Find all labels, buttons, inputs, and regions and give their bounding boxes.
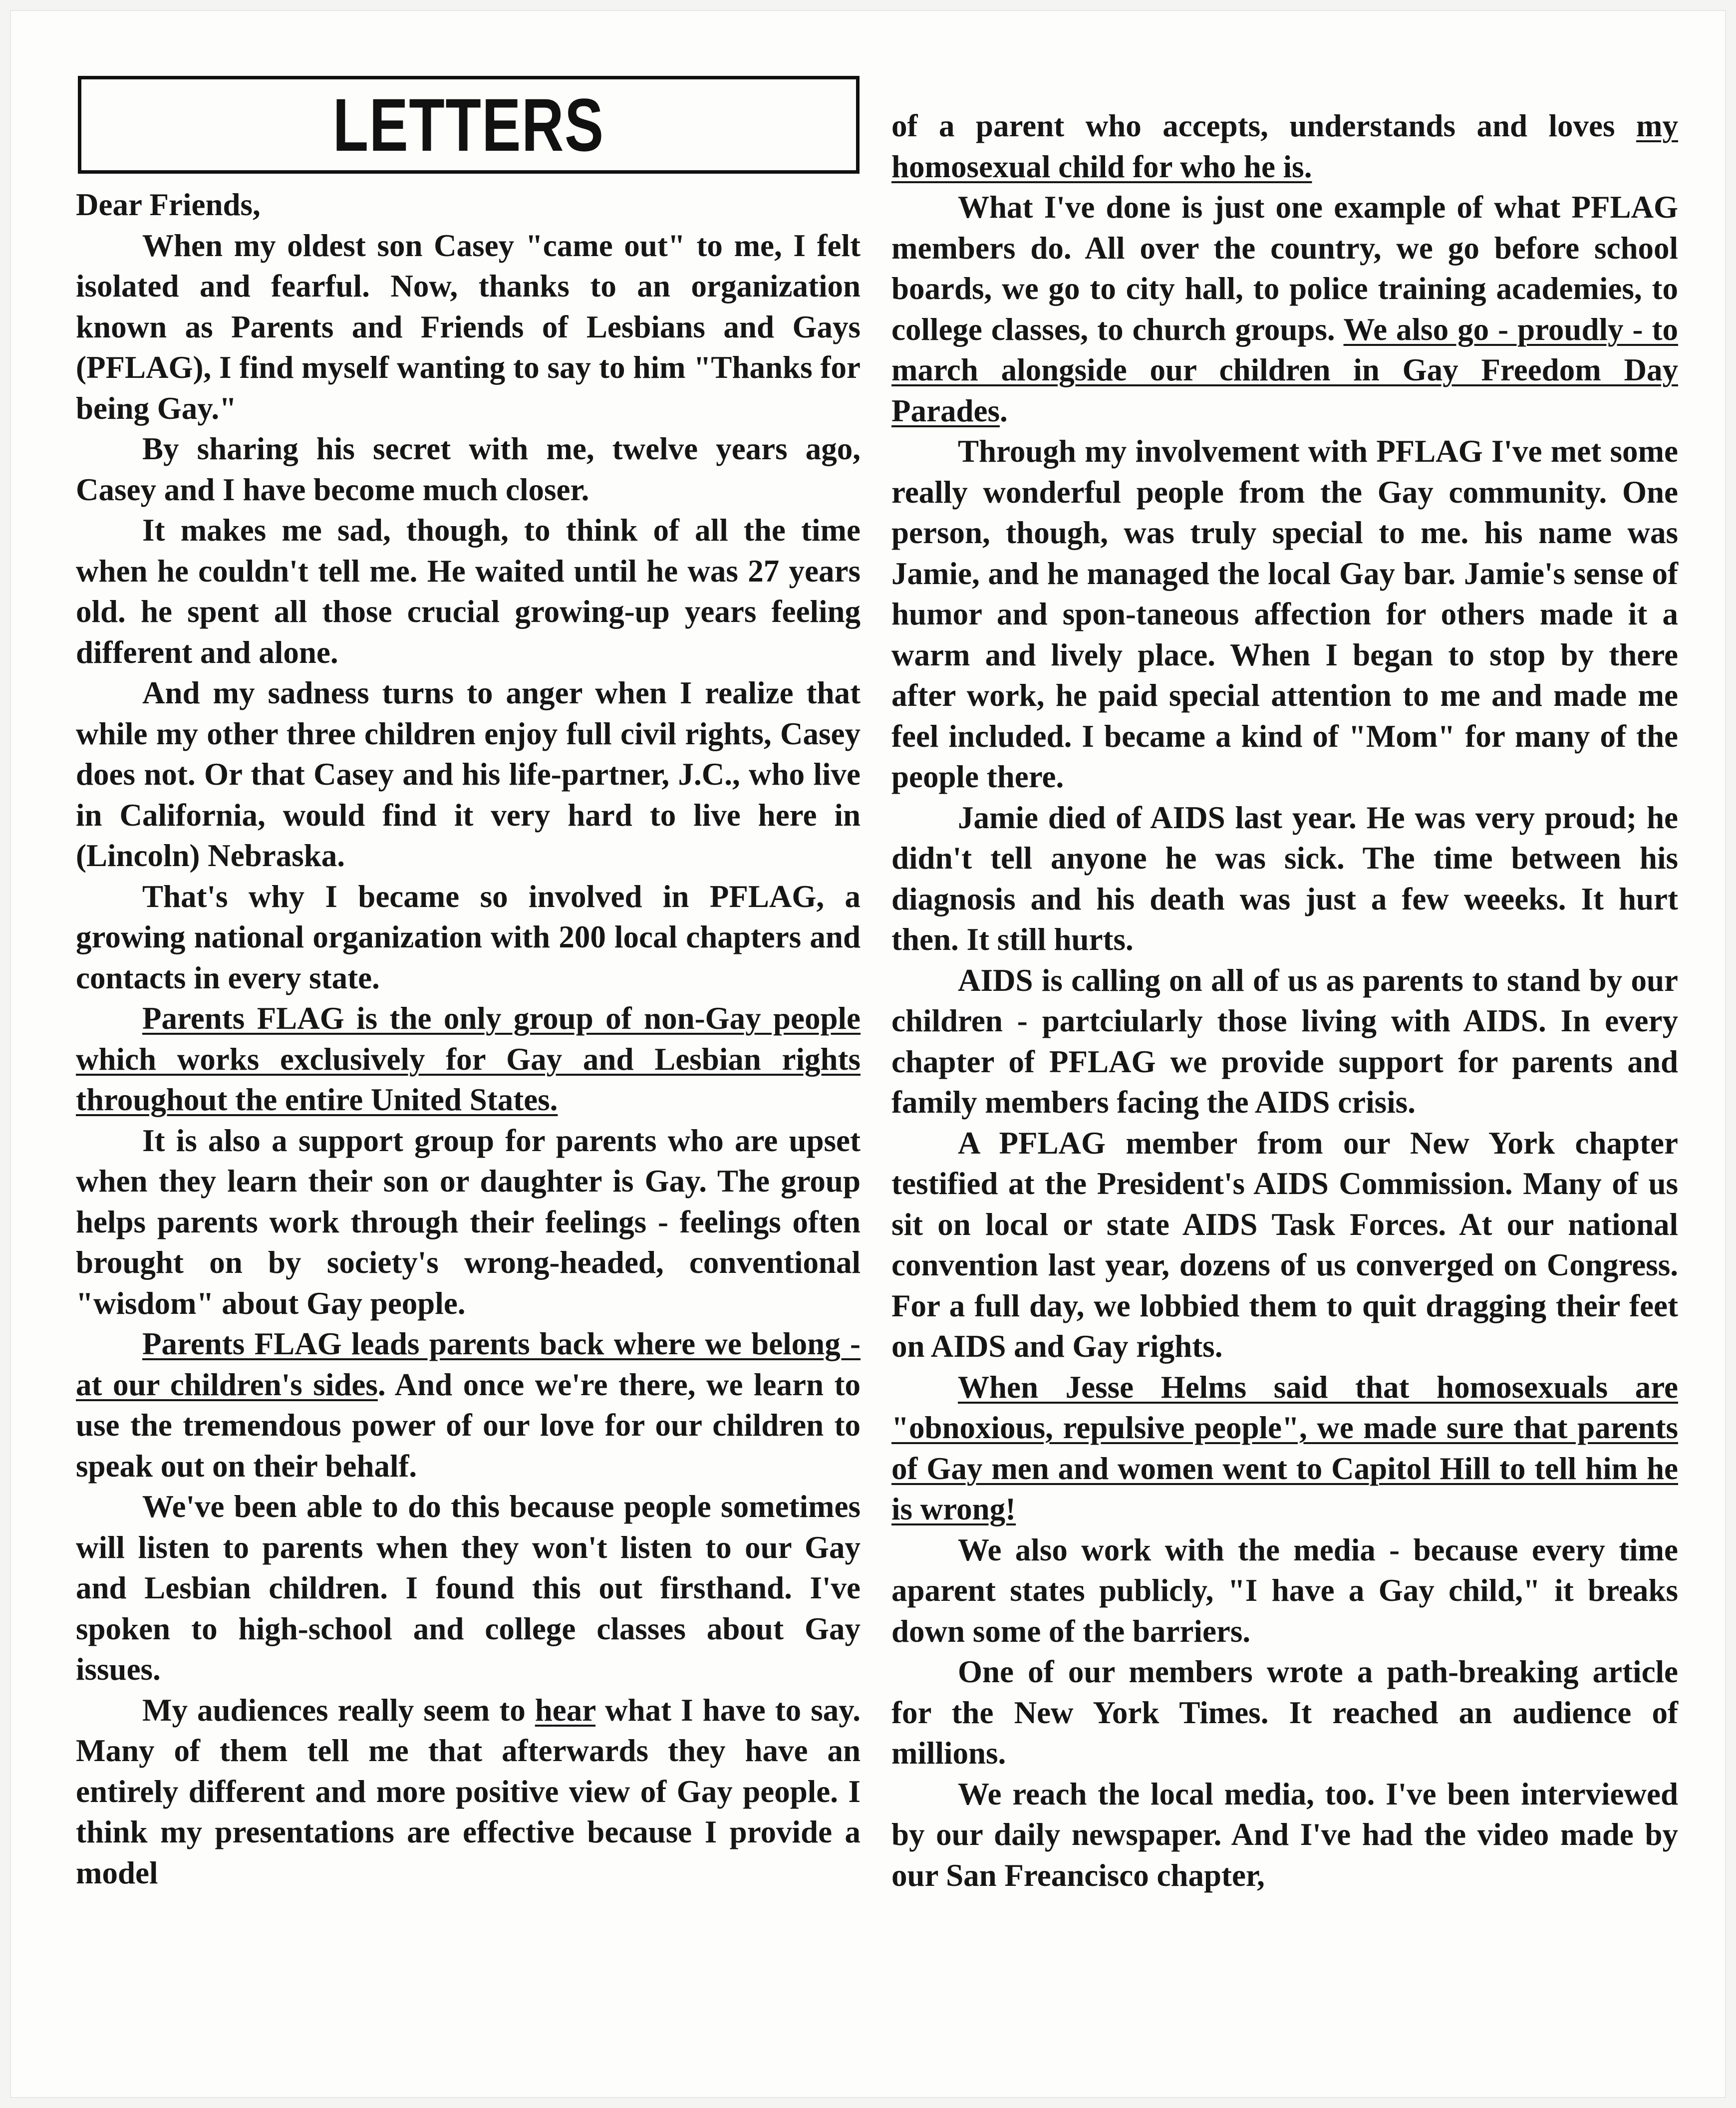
paragraph-text: Jamie died of AIDS last year. He was very proud; he didn't tell anyone he was sick. The time between his diagnosis and his death was just a few weeeks. It hurt then. It still hurts. (891, 800, 1678, 957)
left-column (76, 185, 861, 1893)
paragraph-text: We reach the local media, too. I've been interviewed by our daily newspaper. And I've had the video made by our San Freancisco chapter, (891, 1776, 1678, 1893)
letter-paragraph (891, 798, 1678, 960)
letter-paragraph (76, 998, 861, 1121)
letter-paragraph (76, 1487, 861, 1690)
underlined-text: hear (535, 1692, 596, 1728)
paragraph-text: When my oldest son Casey "came out" to me, I felt isolated and fearful. Now, thanks to an organization known as Parents and Friends of Lesbians and Gays (PFLAG), I find myself wanting to say to him "Thanks for being Gay." (76, 228, 861, 426)
letter-paragraph (76, 877, 861, 999)
paragraph-text: We also work with the media - because every time aparent states publicly, "I have a Gay child," it breaks down some of the barriers. (891, 1532, 1678, 1649)
underlined-text: Parents FLAG is the only group of non-Gay people which works exclusively for Gay and Lesbian rights throughout the entire United States. (76, 1001, 861, 1117)
letter-paragraph (891, 431, 1678, 798)
underlined-text: We also go - proudly - to march alongside our children in Gay Freedom Day Parades (891, 311, 1678, 428)
paragraph-text: By sharing his secret with me, twelve years ago, Casey and I have become much closer. (76, 431, 861, 507)
letter-paragraph (76, 673, 861, 877)
paragraph-text: of a parent who accepts, understands and loves (891, 108, 1637, 143)
letter-paragraph (891, 1123, 1678, 1367)
letter-paragraph (76, 510, 861, 673)
paragraph-text: . (999, 393, 1008, 428)
letter-paragraph (891, 106, 1678, 187)
letter-paragraph (891, 1367, 1678, 1530)
paragraph-text: It makes me sad, though, to think of all the time when he couldn't tell me. He waited until he was 27 years old. he spent all those crucial growing-up years feeling different and alone. (76, 513, 861, 670)
letter-paragraph (76, 185, 861, 226)
paragraph-text: AIDS is calling on all of us as parents to stand by our children - partciularly those living with AIDS. In every chapter of PFLAG we provide support for parents and family members facing the AIDS crisis. (891, 962, 1678, 1120)
letter-paragraph (891, 1652, 1678, 1774)
paragraph-text: Through my involvement with PFLAG I've met some really wonderful people from the Gay community. One person, though, was truly special to me. his name was Jamie, and he managed the local Gay bar. Jamie's sense of humor and spon-taneous affection for others made it a warm and lively place. When I began to stop by there after work, he paid special attention to me and made me feel included. I became a kind of "Mom" for many of the people there. (891, 434, 1678, 794)
right-column (891, 106, 1678, 1896)
paragraph-text: what I have to say. Many of them tell me that afterwards they have an entirely different and more positive view of Gay people. I think my presentations are effective because I provide a model (76, 1692, 861, 1890)
paragraph-text: A PFLAG member from our New York chapter testified at the President's AIDS Commission. Many of us sit on local or state AIDS Task Forces. At our national convention last year, dozens of us converged on Congress. For a full day, we lobbied them to quit dragging their feet on AIDS and Gay rights. (891, 1125, 1678, 1364)
paragraph-text: One of our members wrote a path-breaking article for the New York Times. It reached an audience of millions. (891, 1654, 1678, 1771)
letter-paragraph (891, 1530, 1678, 1652)
letter-paragraph (76, 226, 861, 429)
letters-header-box (78, 76, 860, 174)
underlined-text: Parents FLAG leads parents back where we belong - at our children's sides (76, 1326, 861, 1402)
letter-paragraph (891, 187, 1678, 431)
paragraph-text: What I've done is just one example of what PFLAG members do. All over the country, we go before school boards, we go to city hall, to police training academies, to college classes, to church groups. (891, 190, 1678, 347)
letter-paragraph (76, 1690, 861, 1894)
paragraph-text: That's why I became so involved in PFLAG, a growing national organization with 200 local chapters and contacts in every state. (76, 879, 861, 995)
letter-paragraph (76, 429, 861, 510)
newsletter-page (11, 11, 1725, 2097)
paragraph-text: We've been able to do this because people sometimes will listen to parents when they won't listen to our Gay and Lesbian children. I found this out firsthand. I've spoken to high-school and college classes about Gay issues. (76, 1489, 861, 1687)
paragraph-text: . And once we're there, we learn to use the tremendous power of our love for our children to speak out on their behalf. (76, 1367, 861, 1484)
paragraph-text: Dear Friends, (76, 187, 261, 222)
letter-paragraph (76, 1324, 861, 1487)
paragraph-text: It is also a support group for parents who are upset when they learn their son or daughter is Gay. The group helps parents work through their feelings - feelings often brought on by society's wrong-headed, conventional "wisdom" about Gay people. (76, 1123, 861, 1321)
paragraph-text: And my sadness turns to anger when I realize that while my other three children enjoy full civil rights, Casey does not. Or that Casey and his life-partner, J.C., who live in California, would find it very hard to live here in (Lincoln) Nebraska. (76, 675, 861, 873)
page-title: LETTERS (333, 82, 604, 167)
letter-paragraph (891, 1774, 1678, 1896)
underlined-text: When Jesse Helms said that homosexuals are "obnoxious, repulsive people", we made sure that parents of Gay men and women went to Capitol Hill to tell him he is wrong! (891, 1369, 1678, 1526)
underlined-text: my homosexual child for who he is. (891, 108, 1678, 184)
paragraph-text: My audiences really seem to (142, 1692, 535, 1728)
letter-paragraph (891, 960, 1678, 1123)
letter-paragraph (76, 1121, 861, 1324)
